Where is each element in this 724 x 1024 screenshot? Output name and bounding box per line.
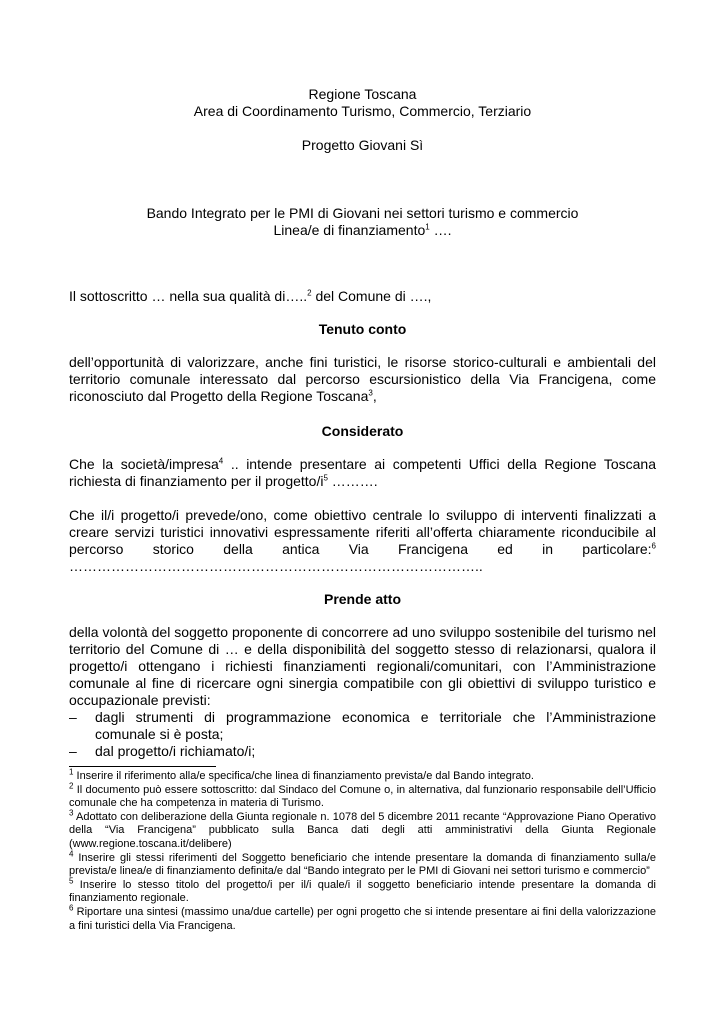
footnote-text: Inserire gli stessi riferimenti del Soggetto beneficiario che intende presentare la domanda di finanziamento sulla/e prevista/e linea/e di finanziamento definita/e dal “Bando integrato per le PMI di Giovani nei settori turismo e commercio” bbox=[69, 851, 656, 878]
footnote bbox=[69, 767, 656, 784]
list-item-text: dagli strumenti di programmazione economica e territoriale che l’Amministrazione comunale si è posta; bbox=[95, 709, 656, 742]
footnote-number: 4 bbox=[69, 848, 74, 858]
footnote-text: Inserire il riferimento alla/e specifica/che linea di finanziamento prevista/e dal Bando integrato. bbox=[73, 770, 534, 782]
dash-bullet: – bbox=[69, 743, 77, 759]
footnote-number: 1 bbox=[69, 767, 74, 777]
tenuto-conto-paragraph bbox=[69, 354, 656, 405]
footnote-number: 6 bbox=[69, 903, 74, 913]
footnote-text: Il documento può essere sottoscritto: dal Sindaco del Comune o, in alternativa, dal funzionario responsabile dell’Ufficio comunale che ha competenza in materia di Turismo. bbox=[69, 783, 656, 810]
footnote-text: Inserire lo stesso titolo del progetto/i per il/i quale/i il soggetto beneficiario intende presentare la domanda di finanziamento regionale. bbox=[69, 878, 656, 905]
footnote-number: 3 bbox=[69, 808, 74, 818]
intro-paragraph bbox=[69, 288, 656, 305]
header-block bbox=[69, 86, 656, 120]
tenuto-conto-tail: , bbox=[372, 388, 377, 404]
footnote-ref-3: 3 bbox=[368, 388, 373, 398]
bando-block bbox=[69, 205, 656, 239]
footnote bbox=[69, 848, 656, 879]
prende-atto-paragraph: della volontà del soggetto proponente di concorrere ad uno sviluppo sostenibile del turismo nel territorio del Comune di … e della disponibilità del soggetto stesso di relazionarsi, qualora il progetto/i ottengano i richiesti finanziamenti regionali/comunitari, con l’Amministrazione comunale al fine di ricercare ogni sinergia compatibile con gli obiettivi di sviluppo turistico e occupazionale previsti: bbox=[69, 624, 656, 708]
considerato-paragraph-2 bbox=[69, 507, 656, 558]
heading-tenuto-conto: Tenuto conto bbox=[318, 321, 407, 337]
prende-atto-list bbox=[69, 709, 656, 760]
list-item bbox=[69, 709, 656, 743]
footnote-ref-5: 5 bbox=[323, 473, 328, 483]
considerato-p1-text-c: ………. bbox=[327, 473, 378, 489]
footnote bbox=[69, 903, 656, 933]
list-item bbox=[69, 743, 656, 760]
dash-bullet: – bbox=[69, 709, 77, 725]
footnote-ref-4: 4 bbox=[218, 456, 224, 466]
footnote bbox=[69, 876, 656, 906]
considerato-p2-text: Che il/i progetto/i prevede/ono, come obiettivo centrale lo sviluppo di interventi finalizzati a creare servizi turistici innovativi espressamente riferiti all’offerta chiaramente riconducibile al percorso storico della antica Via Francigena ed in particolare: bbox=[69, 507, 656, 557]
tenuto-conto-text: dell’opportunità di valorizzare, anche fini turistici, le risorse storico-culturali e ambientali del territorio comunale interessato dal percorso escursionistico della Via Francigena, come riconosciuto dal Progetto della Regione Toscana bbox=[69, 354, 656, 404]
header-region: Regione Toscana bbox=[308, 86, 417, 102]
bando-line-suffix: …. bbox=[429, 222, 452, 238]
bando-line-text: Linea/e di finanziamento bbox=[273, 222, 426, 238]
footnote-separator bbox=[69, 766, 216, 767]
list-item-text: dal progetto/i richiamato/i; bbox=[95, 743, 256, 759]
footnote-number: 2 bbox=[69, 780, 74, 790]
footnotes bbox=[69, 767, 656, 933]
considerato-dots: …………………………………………………………………………….. bbox=[69, 558, 483, 574]
considerato-p1-text-b: .. intende presentare ai competenti Uffici della Regione Toscana richiesta di finanziamento per il progetto/i bbox=[69, 456, 656, 489]
footnote-number: 5 bbox=[69, 876, 74, 886]
footnote bbox=[69, 808, 656, 852]
footnote-text: Riportare una sintesi (massimo una/due cartelle) per ogni progetto che si intende presentare ai fini della valorizzazione a fini turistici della Via Francigena. bbox=[69, 905, 656, 932]
footnote bbox=[69, 780, 656, 811]
considerato-paragraph-1 bbox=[69, 456, 656, 490]
footnote-ref-6: 6 bbox=[651, 541, 656, 551]
bando-line bbox=[69, 222, 656, 239]
considerato-p1-text: Che la società/impresa bbox=[69, 456, 219, 472]
heading-prende-atto: Prende atto bbox=[323, 591, 401, 607]
footnote-ref-1: 1 bbox=[425, 222, 430, 232]
footnote-ref-2: 2 bbox=[307, 288, 312, 298]
project-title: Progetto Giovani Sì bbox=[301, 137, 424, 153]
footnote-text: Adottato con deliberazione della Giunta regionale n. 1078 del 5 dicembre 2011 recante “Approvazione Piano Operativo della “Via Francigena” pubblicato sulla Banca dati degli atti amministrativi della Giunta Regionale (www.regione.toscana.it/delibere) bbox=[69, 810, 656, 850]
header-area: Area di Coordinamento Turismo, Commercio, Terziario bbox=[193, 103, 532, 119]
intro-text: Il sottoscritto … nella sua qualità di….. bbox=[69, 288, 308, 304]
document-page bbox=[69, 0, 656, 1024]
bando-title: Bando Integrato per le PMI di Giovani nei settori turismo e commercio bbox=[146, 205, 579, 221]
intro-text-end: del Comune di …., bbox=[311, 288, 432, 304]
heading-considerato: Considerato bbox=[321, 423, 404, 439]
